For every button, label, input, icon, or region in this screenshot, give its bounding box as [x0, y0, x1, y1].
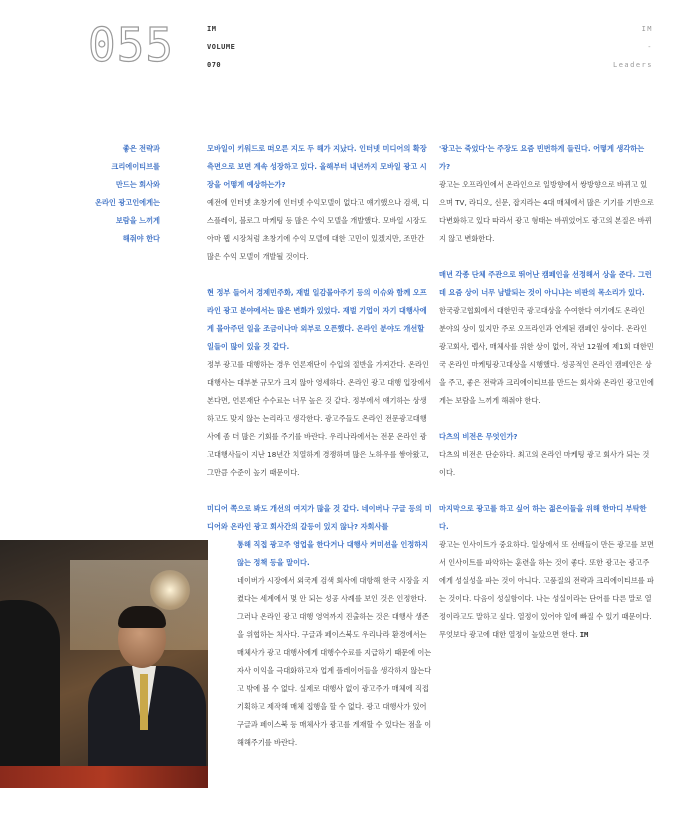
pull-quote-line: 보람을 느끼게: [115, 216, 160, 225]
magazine-volume-info: [207, 20, 235, 74]
interview-answer: 광고는 오프라인에서 온라인으로 일방향에서 쌍방향으로 바뀌고 있으며 TV, 라디오, 신문, 잡지라는 4대 매체에서 많은 기기를 기반으로 다변화하고 있다 따라서 광고 형태는 바뀌었어도 광고의 본질은 바뀌지 않고 변화한다.: [439, 180, 654, 243]
interview-question: 미디어 쪽으로 봐도 개선의 여지가 많을 것 같다. 네이버나 구글 등의 미디어와 온라인 광고 회사간의 갈등이 있지 않나? 자회사를: [207, 504, 432, 531]
interview-answer: 한국광고협회에서 대한민국 광고대상을 수여한다 여기에도 온라인 분야의 상이 있지만 주로 오프라인과 연계된 캠페인 상이다. 온라인 광고회사, 렙사, 매체사를 위한 상이 없어, 작년 12월에 제1회 대한민국 온라인 마케팅광고대상을 시행했다. 성공적인 온라인 캠페인은 상을 주고, 좋은 전략과 크리에이티브를 만드는 회사와 온라인 광고인에게는 보람을 느끼게 해줘야 한다.: [439, 306, 654, 405]
interview-answer: 다츠의 비전은 단순하다. 최고의 온라인 마케팅 광고 회사가 되는 것이다.: [439, 450, 650, 477]
interview-question: 현 정부 들어서 경제민주화, 재벌 일감몰아주기 등의 이슈와 함께 오프라인 광고 분야에서는 많은 변화가 있었다. 재벌 기업이 자기 대행사에게 몰아주던 일을 조금이나마 외부로 오픈했다. 온라인 분야도 개선할 일들이 많이 있을 것 같다.: [207, 288, 427, 351]
photo-person-right-hair: [118, 606, 166, 628]
interview-answer: 예전에 인터넷 초창기에 인터넷 수익모델이 없다고 얘기했으나 검색, 디스플레이, 블로그 마케팅 등 많은 수익 모델을 개발했다. 모바일 시장도 아마 웹 시장처럼 초창기에 수익 모델에 대한 고민이 있겠지만, 조만간 많은 수익 모델이 개발될 것이다.: [207, 198, 429, 261]
article-column-right: [439, 140, 654, 644]
interview-question: 다츠의 비전은 무엇인가?: [439, 432, 518, 441]
interview-question: '광고는 죽었다'는 주장도 요즘 빈번하게 들린다. 어떻게 생각하는가?: [439, 144, 645, 171]
answer-text: 광고는 인사이트가 중요하다. 일상에서 또 선배들이 만든 광고를 보면서 인사이트를 파악하는 훈련을 하는 것이 좋다. 또한 광고는 광고주에게 성실성을 파는 것이 아니다. 고품질의 전략과 크리에이티브를 파는 것이다. 다음이 성실함이다. 나는 성실이라는 단어를 다른 말로 열정이라고도 말하고 싶다. 열정이 있어야 일에 빠질 수 있기 때문이다. 무엇보다 광고에 대한 열정이 높았으면 한다.: [439, 540, 654, 639]
section-label: [613, 20, 653, 74]
interview-answer: 정부 광고를 대행하는 경우 언론재단이 수입의 절반을 가져간다. 온라인 대행사는 대부분 규모가 크지 않아 영세하다. 온라인 광고 대행 입장에서 본다면, 언론재단 수수료는 너무 높은 것 같다. 정부에서 얘기하는 상생하고도 맞지 않는 논리라고 생각한다. 광고주들도 온라인 전문광고대행사에 좀 더 많은 기회를 주기를 바란다. 우리나라에서는 전문 온라인 광고대행사들이 지난 18년간 치열하게 경쟁하며 많은 노하우를 쌓아왔고, 그만큼 수준이 높기 때문이다.: [207, 360, 432, 477]
photo-tie: [140, 674, 148, 730]
volume-number: 070: [207, 61, 222, 69]
volume-label: VOLUME: [207, 43, 236, 51]
pull-quote-line: 크리에이티브를: [111, 162, 160, 171]
page-number: 055: [88, 18, 175, 72]
section-name: Leaders: [612, 61, 653, 69]
pull-quote-line: 온라인 광고인에게는: [95, 198, 160, 207]
interview-answer: [439, 536, 654, 644]
magazine-name: IM: [207, 25, 217, 33]
interview-question-continued: 통해 직접 광고주 영업을 한다거나 대행사 커미션을 인정하지 않는 정책 등을 말이다.: [237, 540, 429, 567]
indented-block: [237, 536, 432, 752]
photo-lamp: [150, 570, 190, 610]
end-mark: IM: [579, 630, 589, 639]
pull-quote-line: 해줘야 한다: [122, 234, 160, 243]
section-divider: -: [647, 43, 653, 51]
interview-question: 모바일이 키워드로 떠오른 지도 두 해가 지났다. 인터넷 미디어의 확장측면으로 보면 계속 성장하고 있다. 올해부터 내년까지 모바일 광고 시장을 어떻게 예상하는가?: [207, 144, 427, 189]
interview-question: 매년 각종 단체 주관으로 뛰어난 캠페인을 선정해서 상을 준다. 그런데 요즘 상이 너무 남발되는 것이 아니냐는 비판의 목소리가 있다.: [439, 270, 652, 297]
interview-question: 마지막으로 광고를 하고 싶어 하는 젊은이들을 위해 한마디 부탁한다.: [439, 504, 647, 531]
interview-photo: [0, 540, 208, 788]
photo-chair: [0, 766, 208, 788]
section-magazine: IM: [641, 25, 653, 33]
article-column-middle: [207, 140, 432, 752]
photo-person-left: [0, 600, 60, 788]
pull-quote-line: 좋은 전략과: [122, 144, 160, 153]
interview-answer: 네이버가 시장에서 외국계 검색 회사에 대항해 한국 시장을 지켰다는 세계에서 몇 안 되는 성공 사례를 보인 것은 인정한다. 그러나 온라인 광고 대행 영역까지 진출하는 것은 대행사 생존을 위협하는 처사다. 구글과 페이스북도 우리나라 환경에서는 매체사가 광고 대행사에게 대행수수료를 지급하기 때문에 이는 자사 이익을 극대화하고자 업계 플레이어들을 생각하지 않는다고 밖에 볼 수 없다. 실제로 대행사 없이 광고주가 매체에 직접 기획하고 제작해 매체 집행을 할 수 없다. 광고 대행사가 있어 구글과 페이스북 등 매체사가 광고를 게재할 수 있다는 점을 이해해주기를 바란다.: [237, 576, 432, 747]
pull-quote: [70, 140, 160, 248]
pull-quote-line: 만드는 회사와: [115, 180, 160, 189]
